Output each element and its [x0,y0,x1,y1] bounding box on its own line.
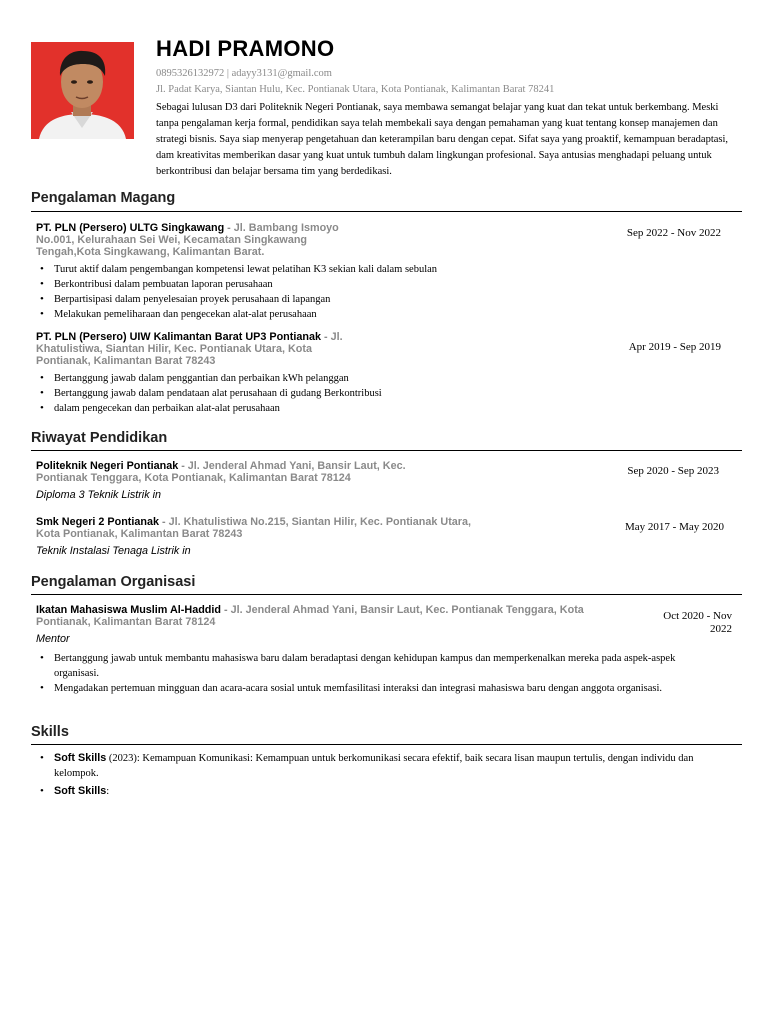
list-item: • dalam pengecekan dan perbaikan alat-alat perusahaan [36,401,382,416]
entry-date: Sep 2020 - Sep 2023 [627,465,719,477]
school-name: Smk Negeri 2 Pontianak [36,516,160,528]
section-divider [31,450,742,451]
skill-item [36,784,716,799]
organization-entry-1 [36,604,616,628]
section-title-organization: Pengalaman Organisasi [31,574,196,590]
internship-entry-2 [36,331,356,367]
entry-date: Apr 2019 - Sep 2019 [628,341,721,353]
section-divider [31,594,742,595]
profile-photo [31,42,134,139]
home-address: Jl. Padat Karya, Siantan Hulu, Kec. Pontianak Utara, Kota Pontianak, Kalimantan Barat 78241 [156,84,555,95]
contact-info [156,66,554,98]
education-entry-1 [36,460,421,484]
list-item: • Bertanggung jawab dalam penggantian dan perbaikan kWh pelanggan [36,371,382,386]
section-title-skills: Skills [31,724,69,740]
degree: Teknik Instalasi Tenaga Listrik in [36,545,191,557]
section-title-internship: Pengalaman Magang [31,190,176,206]
education-entry-2 [36,516,476,540]
list-item: • Melakukan pemeliharaan dan pengecekan alat-alat perusahaan [36,307,437,322]
skill-item [36,751,716,781]
list-item: • Bertanggung jawab untuk membantu mahasiswa baru dalam beradaptasi dengan kehidupan kampus dan memperkenalkan mereka pada aspek-aspek organisasi. [36,651,721,681]
org-name: Ikatan Mahasiswa Muslim Al-Haddid [36,604,221,616]
list-item: • Mengadakan pertemuan mingguan dan acara-acara sosial untuk memfasilitasi interaksi dan integrasi mahasiswa baru dengan anggota organisasi. [36,681,721,696]
list-item: • Turut aktif dalam pengembangan kompetensi lewat pelatihan K3 sekian kali dalam sebulan [36,262,437,277]
internship-entry-1 [36,222,356,258]
org-address: - Jl. Khatulistiwa, Siantan Hilir, Kec. Pontianak Utara, Kota Pontianak, Kalimantan Barat 78243 [36,331,343,367]
school-address: - Jl. Khatulistiwa No.215, Siantan Hilir, Kec. Pontianak Utara, Kota Pontianak, Kalimantan Barat 78243 [36,516,472,540]
section-title-education: Riwayat Pendidikan [31,430,168,446]
entry-date: Sep 2022 - Nov 2022 [626,227,721,239]
skill-detail: : [106,786,110,797]
degree: Diploma 3 Teknik Listrik in [36,489,162,501]
list-item: • Bertanggung jawab dalam pendataan alat perusahaan di gudang Berkontribusi [36,386,382,401]
org-name: PT. PLN (Persero) ULTG Singkawang [36,222,225,234]
school-address: - Jl. Jenderal Ahmad Yani, Bansir Laut, Kec. Pontianak Tenggara, Kota Pontianak, Kalimantan Barat 78124 [36,460,406,484]
organization-duties [36,651,721,696]
org-name: PT. PLN (Persero) UIW Kalimantan Barat UP3 Pontianak [36,331,321,343]
skill-name: Soft Skills [54,752,107,764]
profile-summary: Sebagai lulusan D3 dari Politeknik Negeri Pontianak, saya membawa semangat belajar yang kuat dan tekat untuk berkembang. Meski tanpa pengalaman kerja formal, pendidikan saya telah membekali saya dengan pemahaman yang kuat tentang konsep manajemen dan strategi bisnis. Saya siap menyerap pengetahuan dan keterampilan baru dengan cepat. Sifat saya yang proaktif, kemampuan beradaptasi, dam kreativitas memberikan dasar yang kuat untuk tumbuh dalam lingkungan profesional. Saya antusias menghadapi peluang untuk berkontribusi dan belajar bersama tim yang berdedikasi. [156,102,729,177]
school-name: Politeknik Negeri Pontianak [36,460,179,472]
org-address: - Jl. Bambang Ismoyo No.001, Kelurahaan Sei Wei, Kecamatan Singkawang Tengah,Kota Singkawang, Kalimantan Barat. [36,222,339,258]
phone-email: 0895326132972 | adayy3131@gmail.com [156,68,332,79]
skill-name: Soft Skills [54,785,107,797]
list-item: • Berkontribusi dalam pembuatan laporan perusahaan [36,277,437,292]
entry-date: Oct 2020 - Nov 2022 [663,610,732,635]
org-role: Mentor [36,633,70,645]
candidate-name: HADI PRAMONO [156,36,335,61]
skill-detail: (2023): Kemampuan Komunikasi: Kemampuan untuk berkomunikasi secara efektif, baik secara lisan maupun tertulis, dengan individu dan kelompok. [54,753,694,779]
section-divider [31,744,742,745]
entry-date: May 2017 - May 2020 [625,521,724,533]
skills-list [36,751,716,802]
internship-1-duties [36,262,437,322]
org-address: - Jl. Jenderal Ahmad Yani, Bansir Laut, Kec. Pontianak Tenggara, Kota Pontianak, Kalimantan Barat 78124 [36,604,584,628]
internship-2-duties [36,371,382,416]
list-item: • Berpartisipasi dalam penyelesaian proyek perusahaan di lapangan [36,292,437,307]
section-divider [31,211,742,212]
